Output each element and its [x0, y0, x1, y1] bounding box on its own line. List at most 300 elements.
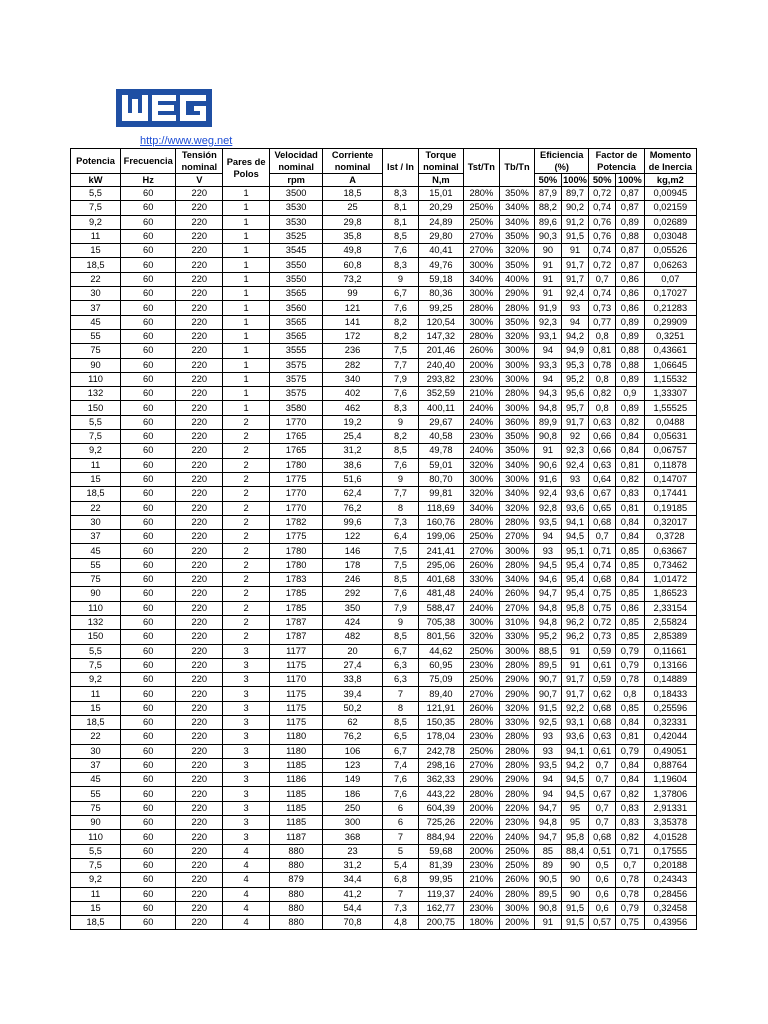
cell-tb: 350%: [499, 315, 534, 329]
cell-tst: 200%: [463, 844, 499, 858]
cell-frecuencia: 60: [121, 301, 176, 315]
cell-frecuencia: 60: [121, 615, 176, 629]
cell-eff-100: 93,6: [561, 501, 589, 515]
cell-frecuencia: 60: [121, 487, 176, 501]
cell-fp-50: 0,59: [589, 673, 616, 687]
cell-corriente: 31,2: [323, 858, 383, 872]
cell-pares: 1: [223, 244, 270, 258]
cell-tst: 230%: [463, 901, 499, 915]
cell-pares: 3: [223, 744, 270, 758]
cell-fp-50: 0,63: [589, 730, 616, 744]
cell-potencia: 132: [71, 387, 121, 401]
cell-fp-100: 0,84: [615, 715, 644, 729]
cell-pares: 1: [223, 401, 270, 415]
cell-momento: 0,28456: [644, 887, 696, 901]
cell-fp-100: 0,9: [615, 387, 644, 401]
cell-eff-100: 95,3: [561, 358, 589, 372]
cell-corriente: 462: [323, 401, 383, 415]
cell-torque: 178,04: [419, 730, 464, 744]
cell-frecuencia: 60: [121, 701, 176, 715]
table-row: [71, 501, 697, 515]
cell-potencia: 9,2: [71, 673, 121, 687]
cell-momento: 0,3728: [644, 530, 696, 544]
cell-tb: 260%: [499, 873, 534, 887]
cell-frecuencia: 60: [121, 687, 176, 701]
cell-fp-50: 0,65: [589, 501, 616, 515]
cell-torque: 20,29: [419, 201, 464, 215]
cell-corriente: 121: [323, 301, 383, 315]
cell-corriente: 402: [323, 387, 383, 401]
cell-ist: 7,4: [382, 758, 418, 772]
cell-corriente: 50,2: [323, 701, 383, 715]
cell-ist: 7,5: [382, 344, 418, 358]
cell-fp-50: 0,7: [589, 758, 616, 772]
cell-velocidad: 1175: [270, 701, 323, 715]
cell-eff-100: 94,2: [561, 329, 589, 343]
cell-fp-100: 0,84: [615, 773, 644, 787]
cell-corriente: 178: [323, 558, 383, 572]
cell-momento: 2,85389: [644, 630, 696, 644]
cell-fp-100: 0,79: [615, 901, 644, 915]
cell-tb: 300%: [499, 401, 534, 415]
cell-eff-50: 91: [535, 444, 562, 458]
cell-potencia: 150: [71, 401, 121, 415]
cell-pares: 3: [223, 701, 270, 715]
cell-tension: 220: [176, 272, 223, 286]
cell-potencia: 15: [71, 472, 121, 486]
cell-torque: 49,78: [419, 444, 464, 458]
cell-eff-100: 93: [561, 301, 589, 315]
cell-pares: 1: [223, 372, 270, 386]
cell-potencia: 75: [71, 801, 121, 815]
cell-tst: 270%: [463, 758, 499, 772]
cell-eff-100: 90: [561, 873, 589, 887]
cell-corriente: 25,4: [323, 430, 383, 444]
cell-potencia: 30: [71, 515, 121, 529]
sub-fp-50: 50%: [589, 174, 616, 187]
cell-velocidad: 1186: [270, 773, 323, 787]
cell-tst: 330%: [463, 573, 499, 587]
cell-potencia: 37: [71, 758, 121, 772]
cell-fp-100: 0,86: [615, 301, 644, 315]
cell-ist: 9: [382, 415, 418, 429]
cell-corriente: 186: [323, 787, 383, 801]
table-row: [71, 773, 697, 787]
cell-frecuencia: 60: [121, 573, 176, 587]
cell-corriente: 60,8: [323, 258, 383, 272]
cell-corriente: 41,2: [323, 887, 383, 901]
cell-momento: 2,33154: [644, 601, 696, 615]
cell-tension: 220: [176, 830, 223, 844]
cell-tb: 270%: [499, 530, 534, 544]
cell-tension: 220: [176, 916, 223, 930]
cell-eff-50: 93,1: [535, 329, 562, 343]
cell-fp-50: 0,7: [589, 816, 616, 830]
cell-velocidad: 3565: [270, 315, 323, 329]
cell-fp-50: 0,67: [589, 487, 616, 501]
cell-torque: 29,67: [419, 415, 464, 429]
cell-potencia: 75: [71, 344, 121, 358]
col-pares-polos: Pares de Polos: [223, 149, 270, 187]
unit-v: V: [176, 174, 223, 187]
cell-pares: 3: [223, 715, 270, 729]
cell-tension: 220: [176, 515, 223, 529]
cell-eff-50: 85: [535, 844, 562, 858]
cell-ist: 9: [382, 615, 418, 629]
cell-potencia: 15: [71, 701, 121, 715]
cell-tst: 320%: [463, 487, 499, 501]
cell-velocidad: 1787: [270, 630, 323, 644]
cell-velocidad: 1185: [270, 787, 323, 801]
cell-fp-100: 0,84: [615, 530, 644, 544]
cell-momento: 0,02159: [644, 201, 696, 215]
cell-ist: 8,5: [382, 715, 418, 729]
cell-pares: 2: [223, 458, 270, 472]
table-row: [71, 673, 697, 687]
cell-torque: 241,41: [419, 544, 464, 558]
cell-tb: 280%: [499, 744, 534, 758]
cell-fp-50: 0,7: [589, 272, 616, 286]
cell-tension: 220: [176, 858, 223, 872]
cell-ist: 9: [382, 272, 418, 286]
cell-fp-50: 0,8: [589, 401, 616, 415]
cell-torque: 15,01: [419, 187, 464, 201]
cell-fp-50: 0,68: [589, 830, 616, 844]
table-row: [71, 844, 697, 858]
cell-torque: 29,80: [419, 229, 464, 243]
cell-fp-100: 0,82: [615, 472, 644, 486]
cell-potencia: 30: [71, 744, 121, 758]
cell-eff-50: 94,8: [535, 401, 562, 415]
cell-ist: 7,5: [382, 544, 418, 558]
cell-tst: 320%: [463, 458, 499, 472]
cell-momento: 0,18433: [644, 687, 696, 701]
cell-fp-100: 0,84: [615, 430, 644, 444]
cell-momento: 0,88764: [644, 758, 696, 772]
cell-tb: 280%: [499, 658, 534, 672]
cell-momento: 0,43661: [644, 344, 696, 358]
cell-pares: 2: [223, 587, 270, 601]
cell-ist: 6,7: [382, 744, 418, 758]
cell-pares: 2: [223, 430, 270, 444]
cell-fp-100: 0,89: [615, 401, 644, 415]
cell-fp-100: 0,87: [615, 201, 644, 215]
cell-eff-50: 89,5: [535, 658, 562, 672]
cell-corriente: 70,8: [323, 916, 383, 930]
cell-tst: 270%: [463, 544, 499, 558]
table-row: [71, 487, 697, 501]
cell-corriente: 122: [323, 530, 383, 544]
cell-tb: 250%: [499, 844, 534, 858]
col-corriente: Corriente nominal: [323, 149, 383, 174]
cell-ist: 8,1: [382, 215, 418, 229]
cell-torque: 240,40: [419, 358, 464, 372]
cell-eff-100: 96,2: [561, 615, 589, 629]
cell-tension: 220: [176, 258, 223, 272]
cell-tst: 230%: [463, 430, 499, 444]
cell-velocidad: 1780: [270, 458, 323, 472]
cell-fp-100: 0,79: [615, 744, 644, 758]
cell-eff-100: 91: [561, 658, 589, 672]
cell-velocidad: 1765: [270, 430, 323, 444]
cell-pares: 2: [223, 630, 270, 644]
cell-fp-100: 0,89: [615, 372, 644, 386]
cell-frecuencia: 60: [121, 887, 176, 901]
cell-corriente: 149: [323, 773, 383, 787]
table-row: [71, 201, 697, 215]
cell-tension: 220: [176, 615, 223, 629]
cell-tst: 280%: [463, 301, 499, 315]
cell-eff-50: 93: [535, 744, 562, 758]
cell-frecuencia: 60: [121, 401, 176, 415]
cell-corriente: 236: [323, 344, 383, 358]
cell-ist: 6,7: [382, 644, 418, 658]
cell-tst: 290%: [463, 773, 499, 787]
cell-fp-50: 0,78: [589, 358, 616, 372]
cell-corriente: 141: [323, 315, 383, 329]
cell-ist: 7,3: [382, 901, 418, 915]
cell-ist: 6,7: [382, 287, 418, 301]
cell-torque: 200,75: [419, 916, 464, 930]
table-row: [71, 658, 697, 672]
cell-eff-100: 89,7: [561, 187, 589, 201]
cell-frecuencia: 60: [121, 215, 176, 229]
cell-tb: 230%: [499, 816, 534, 830]
cell-eff-100: 88,4: [561, 844, 589, 858]
cell-eff-50: 91,6: [535, 472, 562, 486]
cell-velocidad: 1770: [270, 501, 323, 515]
cell-tst: 340%: [463, 272, 499, 286]
cell-fp-50: 0,72: [589, 258, 616, 272]
cell-tb: 300%: [499, 472, 534, 486]
cell-eff-100: 91: [561, 644, 589, 658]
cell-tension: 220: [176, 344, 223, 358]
cell-tst: 210%: [463, 387, 499, 401]
cell-tb: 200%: [499, 916, 534, 930]
cell-momento: 0,0488: [644, 415, 696, 429]
cell-velocidad: 1185: [270, 801, 323, 815]
col-tension: Tensión nominal: [176, 149, 223, 174]
cell-eff-50: 92,3: [535, 315, 562, 329]
cell-eff-50: 87,9: [535, 187, 562, 201]
table-row: [71, 530, 697, 544]
cell-frecuencia: 60: [121, 430, 176, 444]
cell-corriente: 368: [323, 830, 383, 844]
cell-eff-100: 95,6: [561, 387, 589, 401]
cell-tension: 220: [176, 229, 223, 243]
cell-torque: 120,54: [419, 315, 464, 329]
cell-potencia: 7,5: [71, 430, 121, 444]
cell-torque: 801,56: [419, 630, 464, 644]
cell-fp-50: 0,68: [589, 573, 616, 587]
cell-potencia: 9,2: [71, 215, 121, 229]
cell-frecuencia: 60: [121, 630, 176, 644]
cell-tb: 340%: [499, 487, 534, 501]
cell-eff-50: 93,5: [535, 515, 562, 529]
cell-ist: 6,5: [382, 730, 418, 744]
cell-tst: 270%: [463, 244, 499, 258]
cell-pares: 3: [223, 830, 270, 844]
cell-tb: 280%: [499, 787, 534, 801]
cell-pares: 3: [223, 787, 270, 801]
cell-torque: 89,40: [419, 687, 464, 701]
cell-pares: 4: [223, 873, 270, 887]
cell-fp-100: 0,83: [615, 801, 644, 815]
cell-momento: 0,00945: [644, 187, 696, 201]
cell-fp-100: 0,89: [615, 315, 644, 329]
cell-torque: 150,35: [419, 715, 464, 729]
cell-tension: 220: [176, 201, 223, 215]
cell-tb: 290%: [499, 773, 534, 787]
cell-momento: 1,55525: [644, 401, 696, 415]
cell-eff-100: 95,7: [561, 401, 589, 415]
cell-fp-100: 0,82: [615, 830, 644, 844]
cell-frecuencia: 60: [121, 358, 176, 372]
cell-eff-100: 95: [561, 816, 589, 830]
cell-tst: 230%: [463, 372, 499, 386]
col-eficiencia: Eficiencia (%): [535, 149, 589, 174]
cell-tension: 220: [176, 329, 223, 343]
cell-pares: 3: [223, 658, 270, 672]
cell-torque: 293,82: [419, 372, 464, 386]
table-row: [71, 387, 697, 401]
cell-momento: 1,19604: [644, 773, 696, 787]
cell-corriente: 250: [323, 801, 383, 815]
table-row: [71, 372, 697, 386]
cell-frecuencia: 60: [121, 644, 176, 658]
cell-momento: 0,32458: [644, 901, 696, 915]
cell-eff-100: 91,7: [561, 258, 589, 272]
cell-eff-100: 95: [561, 801, 589, 815]
table-row: [71, 315, 697, 329]
cell-tb: 340%: [499, 215, 534, 229]
cell-velocidad: 3545: [270, 244, 323, 258]
cell-corriente: 146: [323, 544, 383, 558]
cell-eff-50: 89,9: [535, 415, 562, 429]
cell-eff-100: 91,5: [561, 229, 589, 243]
cell-velocidad: 879: [270, 873, 323, 887]
cell-fp-50: 0,66: [589, 430, 616, 444]
cell-fp-50: 0,74: [589, 201, 616, 215]
weg-website-link[interactable]: http://www.weg.net: [140, 135, 233, 147]
cell-potencia: 11: [71, 458, 121, 472]
table-row: [71, 916, 697, 930]
cell-frecuencia: 60: [121, 544, 176, 558]
cell-fp-50: 0,7: [589, 801, 616, 815]
cell-corriente: 27,4: [323, 658, 383, 672]
cell-potencia: 45: [71, 544, 121, 558]
cell-fp-50: 0,72: [589, 615, 616, 629]
cell-fp-100: 0,86: [615, 601, 644, 615]
cell-potencia: 55: [71, 558, 121, 572]
cell-potencia: 45: [71, 773, 121, 787]
cell-fp-100: 0,78: [615, 673, 644, 687]
cell-potencia: 30: [71, 287, 121, 301]
cell-potencia: 22: [71, 501, 121, 515]
cell-eff-50: 94,7: [535, 801, 562, 815]
cell-velocidad: 3565: [270, 287, 323, 301]
cell-ist: 5: [382, 844, 418, 858]
table-row: [71, 258, 697, 272]
cell-torque: 443,22: [419, 787, 464, 801]
cell-frecuencia: 60: [121, 329, 176, 343]
cell-frecuencia: 60: [121, 515, 176, 529]
cell-pares: 4: [223, 916, 270, 930]
cell-eff-50: 94: [535, 773, 562, 787]
cell-tb: 320%: [499, 501, 534, 515]
cell-eff-50: 89: [535, 858, 562, 872]
cell-tension: 220: [176, 487, 223, 501]
cell-ist: 7: [382, 887, 418, 901]
cell-tension: 220: [176, 673, 223, 687]
cell-ist: 7,6: [382, 773, 418, 787]
cell-corriente: 292: [323, 587, 383, 601]
cell-velocidad: 3500: [270, 187, 323, 201]
cell-momento: 0,17027: [644, 287, 696, 301]
cell-tb: 350%: [499, 187, 534, 201]
cell-tension: 220: [176, 472, 223, 486]
cell-corriente: 76,2: [323, 501, 383, 515]
cell-eff-100: 95,8: [561, 601, 589, 615]
cell-ist: 7,6: [382, 787, 418, 801]
cell-frecuencia: 60: [121, 229, 176, 243]
cell-tst: 220%: [463, 816, 499, 830]
table-row: [71, 787, 697, 801]
table-row: [71, 801, 697, 815]
cell-tst: 260%: [463, 701, 499, 715]
cell-tension: 220: [176, 644, 223, 658]
cell-pares: 2: [223, 472, 270, 486]
cell-tension: 220: [176, 358, 223, 372]
cell-fp-100: 0,7: [615, 858, 644, 872]
cell-tst: 250%: [463, 530, 499, 544]
cell-tension: 220: [176, 887, 223, 901]
cell-fp-50: 0,61: [589, 658, 616, 672]
table-row: [71, 301, 697, 315]
cell-velocidad: 1782: [270, 515, 323, 529]
cell-torque: 400,11: [419, 401, 464, 415]
cell-velocidad: 1185: [270, 758, 323, 772]
col-frecuencia: Frecuencia: [121, 149, 176, 174]
cell-corriente: 340: [323, 372, 383, 386]
cell-tension: 220: [176, 544, 223, 558]
cell-tension: 220: [176, 244, 223, 258]
cell-pares: 1: [223, 344, 270, 358]
cell-velocidad: 1170: [270, 673, 323, 687]
cell-eff-50: 94,8: [535, 601, 562, 615]
cell-pares: 1: [223, 329, 270, 343]
cell-pares: 1: [223, 215, 270, 229]
cell-torque: 705,38: [419, 615, 464, 629]
cell-potencia: 22: [71, 272, 121, 286]
cell-potencia: 9,2: [71, 444, 121, 458]
cell-tension: 220: [176, 601, 223, 615]
cell-ist: 8,2: [382, 329, 418, 343]
cell-tb: 340%: [499, 573, 534, 587]
cell-fp-50: 0,64: [589, 472, 616, 486]
cell-pares: 2: [223, 487, 270, 501]
cell-torque: 884,94: [419, 830, 464, 844]
cell-eff-50: 94,6: [535, 573, 562, 587]
cell-corriente: 25: [323, 201, 383, 215]
cell-eff-100: 91,5: [561, 916, 589, 930]
cell-eff-50: 88,5: [535, 644, 562, 658]
cell-frecuencia: 60: [121, 558, 176, 572]
cell-frecuencia: 60: [121, 758, 176, 772]
cell-ist: 8: [382, 701, 418, 715]
cell-velocidad: 1765: [270, 444, 323, 458]
cell-frecuencia: 60: [121, 458, 176, 472]
